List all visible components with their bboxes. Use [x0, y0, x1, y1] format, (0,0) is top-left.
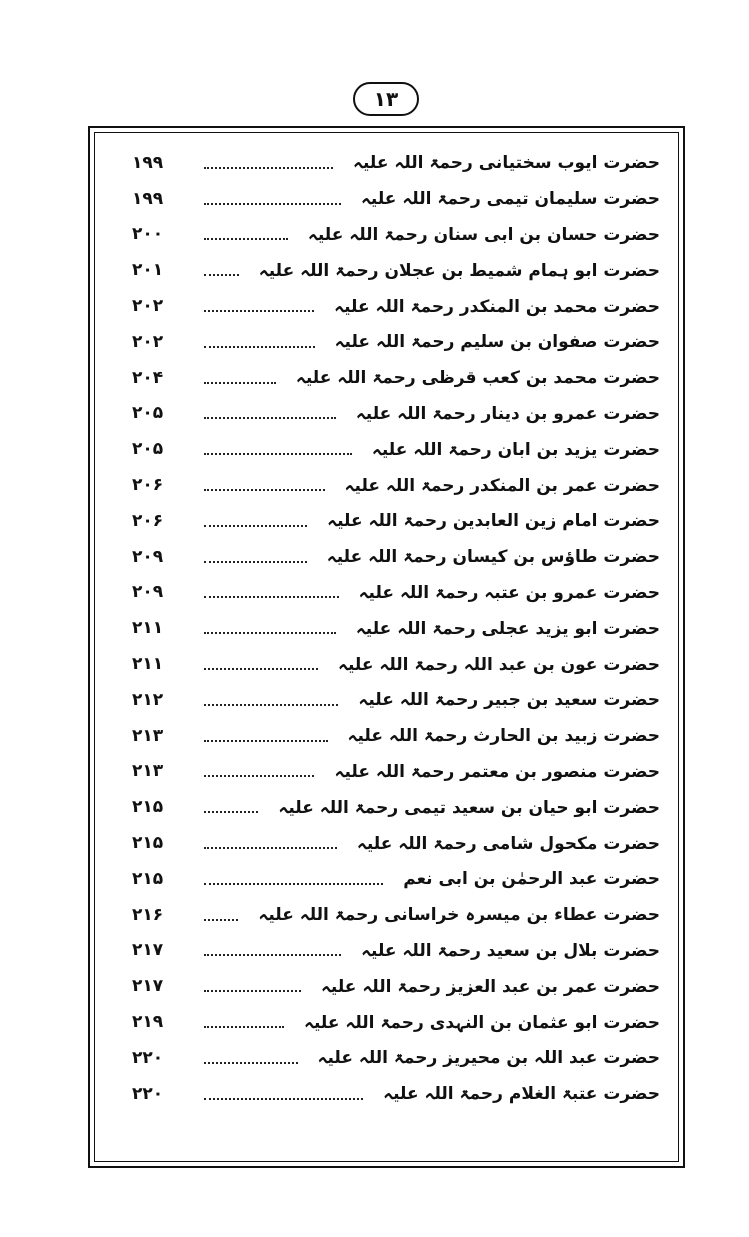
toc-entry	[110, 217, 660, 253]
toc-entry-page: ۲۱۵	[132, 833, 164, 854]
toc-entry	[110, 754, 660, 790]
toc-entry-page: ۲۱۷	[132, 940, 164, 961]
toc-entry-page: ۲۱۹	[132, 1012, 164, 1033]
dotted-leader	[204, 417, 336, 419]
toc-entry-title: حضرت حسان بن ابی سنان رحمۃ اللہ علیہ	[307, 224, 660, 245]
dotted-leader	[204, 561, 307, 563]
dotted-leader	[204, 453, 352, 455]
toc-entry	[110, 718, 660, 754]
toc-entry	[110, 503, 660, 539]
toc-entry-title: حضرت امام زین العابدین رحمۃ اللہ علیہ	[327, 511, 660, 532]
page-number: ۱۳	[353, 82, 419, 116]
dotted-leader	[204, 167, 333, 169]
toc-entry	[110, 252, 660, 288]
dotted-leader	[204, 274, 239, 276]
dotted-leader	[204, 1098, 363, 1100]
toc-entry	[110, 968, 660, 1004]
toc-entry-page: ۲۰۹	[132, 582, 164, 603]
dotted-leader	[204, 382, 276, 384]
toc-entry-title: حضرت عون بن عبد اللہ رحمۃ اللہ علیہ	[338, 654, 660, 675]
toc-entry-title: حضرت عمرو بن عتبہ رحمۃ اللہ علیہ	[358, 582, 660, 603]
toc-entry-title: حضرت ایوب سختیانی رحمۃ اللہ علیہ	[353, 153, 660, 174]
dotted-leader	[204, 238, 288, 240]
toc-entry-title: حضرت محمد بن المنکدر رحمۃ اللہ علیہ	[334, 296, 660, 317]
toc-entry	[110, 360, 660, 396]
dotted-leader	[204, 847, 337, 849]
toc-entry	[110, 396, 660, 432]
toc-entry	[110, 933, 660, 969]
toc-entry-title: حضرت عمر بن عبد العزیز رحمۃ اللہ علیہ	[320, 976, 660, 997]
toc-entry-title: حضرت سعید بن جبیر رحمۃ اللہ علیہ	[358, 690, 660, 711]
toc-entry	[110, 1040, 660, 1076]
toc-entry	[110, 789, 660, 825]
dotted-leader	[204, 1026, 284, 1028]
toc-entry	[110, 682, 660, 718]
dotted-leader	[204, 883, 383, 885]
toc-entry-title: حضرت ابو حیان بن سعید تیمی رحمۃ اللہ علیہ	[278, 797, 660, 818]
toc-entry-page: ۲۱۶	[132, 904, 164, 925]
toc-entry-title: حضرت منصور بن معتمر رحمۃ اللہ علیہ	[334, 761, 660, 782]
dotted-leader	[204, 596, 339, 598]
dotted-leader	[204, 203, 341, 205]
toc-entry-page: ۲۲۰	[132, 1047, 164, 1068]
toc-entry-page: ۲۰۲	[132, 296, 164, 317]
toc-entry-page: ۲۱۱	[132, 618, 164, 639]
toc-entry	[110, 610, 660, 646]
toc-entry-title: حضرت بلال بن سعید رحمۃ اللہ علیہ	[361, 940, 660, 961]
toc-entry-title: حضرت یزید بن ابان رحمۃ اللہ علیہ	[371, 439, 660, 460]
toc-entry-page: ۲۱۵	[132, 868, 164, 889]
dotted-leader	[204, 919, 238, 921]
toc-entry-title: حضرت سلیمان تیمی رحمۃ اللہ علیہ	[360, 189, 660, 210]
dotted-leader	[204, 668, 318, 670]
toc-entry-page: ۲۰۴	[132, 367, 164, 388]
toc-entry-page: ۲۰۲	[132, 331, 164, 352]
toc-entry-page: ۱۹۹	[132, 152, 164, 173]
toc-entry	[110, 1004, 660, 1040]
toc-entry-page: ۲۰۶	[132, 510, 164, 531]
toc-entry-page: ۲۱۳	[132, 725, 164, 746]
toc-entry	[110, 897, 660, 933]
toc-entry	[110, 575, 660, 611]
toc-entry-page: ۲۰۶	[132, 475, 164, 496]
dotted-leader	[204, 632, 336, 634]
toc-entry-page: ۲۰۵	[132, 403, 164, 424]
toc-entry	[110, 861, 660, 897]
toc-entry-page: ۲۱۷	[132, 976, 164, 997]
toc-entry	[110, 145, 660, 181]
toc-entry-page: ۲۱۱	[132, 654, 164, 675]
toc-entry-page: ۲۱۵	[132, 797, 164, 818]
toc-entry-page: ۲۰۵	[132, 439, 164, 460]
toc-entry-title: حضرت عمر بن المنکدر رحمۃ اللہ علیہ	[344, 475, 660, 496]
dotted-leader	[204, 954, 341, 956]
dotted-leader	[204, 990, 301, 992]
dotted-leader	[204, 489, 325, 491]
toc-entry-page: ۲۰۹	[132, 546, 164, 567]
toc-entry-title: حضرت عطاء بن میسرہ خراسانی رحمۃ اللہ علیہ	[258, 905, 660, 926]
toc-entry	[110, 431, 660, 467]
toc-entry	[110, 288, 660, 324]
toc-entry-page: ۲۱۲	[132, 689, 164, 710]
toc-entry-title: حضرت مکحول شامی رحمۃ اللہ علیہ	[356, 833, 660, 854]
toc-entry-title: حضرت طاؤس بن کیسان رحمۃ اللہ علیہ	[326, 547, 660, 568]
toc-entry-title: حضرت عتبۃ الغلام رحمۃ اللہ علیہ	[383, 1084, 660, 1105]
toc-entry-page: ۲۱۳	[132, 761, 164, 782]
dotted-leader	[204, 310, 314, 312]
toc-entry	[110, 539, 660, 575]
toc-entry	[110, 646, 660, 682]
toc-entry-title: حضرت صفوان بن سلیم رحمۃ اللہ علیہ	[334, 332, 660, 353]
toc-entry-title: حضرت ابو عثمان بن النہدی رحمۃ اللہ علیہ	[304, 1012, 660, 1033]
toc-entry	[110, 825, 660, 861]
toc-entry-page: ۲۲۰	[132, 1083, 164, 1104]
toc-entry-page: ۲۰۰	[132, 224, 164, 245]
toc-entry-title: حضرت ابو ہمام شمیط بن عجلان رحمۃ اللہ علیہ	[258, 260, 660, 281]
dotted-leader	[204, 704, 338, 706]
toc-entry	[110, 324, 660, 360]
dotted-leader	[204, 740, 328, 742]
toc-entry-page: ۱۹۹	[132, 188, 164, 209]
dotted-leader	[204, 1062, 298, 1064]
toc-entry-title: حضرت محمد بن کعب قرظی رحمۃ اللہ علیہ	[295, 368, 660, 389]
dotted-leader	[204, 811, 258, 813]
toc-entry	[110, 1076, 660, 1112]
toc-entry-title: حضرت عمرو بن دینار رحمۃ اللہ علیہ	[355, 403, 660, 424]
toc-entry-page: ۲۰۱	[132, 260, 164, 281]
toc-entry-title: حضرت عبد الرحمٰن بن ابی نعم	[403, 868, 660, 889]
table-of-contents	[110, 145, 660, 1112]
toc-entry-title: حضرت عبد اللہ بن محیریز رحمۃ اللہ علیہ	[317, 1048, 660, 1069]
toc-entry	[110, 467, 660, 503]
toc-entry-title: حضرت ابو یزید عجلی رحمۃ اللہ علیہ	[355, 618, 660, 639]
dotted-leader	[204, 775, 314, 777]
dotted-leader	[204, 525, 307, 527]
toc-entry-title: حضرت زبید بن الحارث رحمۃ اللہ علیہ	[347, 726, 660, 747]
dotted-leader	[204, 346, 315, 348]
toc-entry	[110, 181, 660, 217]
